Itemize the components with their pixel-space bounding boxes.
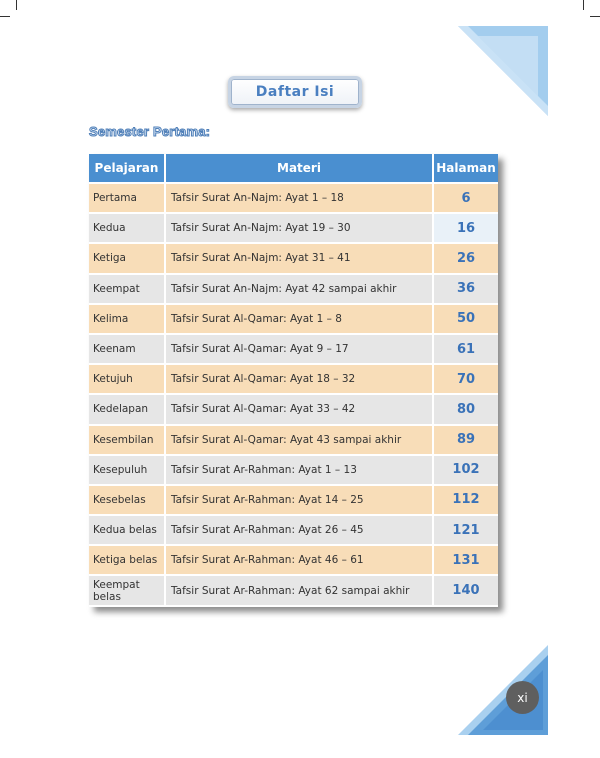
header-lesson: Pelajaran bbox=[94, 161, 159, 175]
table-row bbox=[89, 335, 498, 365]
lesson-cell: Kelima bbox=[93, 312, 129, 325]
page-cell: 36 bbox=[432, 275, 498, 303]
page-cell: 50 bbox=[432, 305, 498, 333]
table-row bbox=[89, 395, 498, 425]
lesson-cell: Keenam bbox=[93, 343, 136, 356]
lesson-cell: Kesepuluh bbox=[93, 463, 148, 476]
lesson-cell: Ketiga belas bbox=[93, 554, 158, 567]
page-cell: 70 bbox=[432, 365, 498, 393]
lesson-cell: Ketujuh bbox=[93, 373, 133, 386]
page-cell: 121 bbox=[432, 516, 498, 544]
lesson-cell: Kedua bbox=[93, 222, 126, 235]
table-row bbox=[89, 244, 498, 274]
page-cell: 89 bbox=[432, 426, 498, 454]
topic-cell: Tafsir Surat Al-Qamar: Ayat 18 – 32 bbox=[164, 365, 432, 393]
topic-cell: Tafsir Surat Ar-Rahman: Ayat 26 – 45 bbox=[164, 516, 432, 544]
table-row bbox=[89, 305, 498, 335]
topic-cell: Tafsir Surat Al-Qamar: Ayat 33 – 42 bbox=[164, 395, 432, 423]
corner-decoration-top-right bbox=[458, 26, 548, 116]
lesson-cell: Pertama bbox=[93, 192, 137, 205]
table-row bbox=[89, 546, 498, 576]
crop-mark-top-left-v bbox=[16, 0, 17, 10]
topic-cell: Tafsir Surat Al-Qamar: Ayat 43 sampai akhir bbox=[164, 426, 432, 454]
page-cell: 6 bbox=[432, 184, 498, 212]
crop-mark-top-right-v bbox=[583, 0, 584, 10]
title-box bbox=[228, 76, 362, 108]
section-title: Semester Pertama: bbox=[89, 124, 211, 139]
topic-cell: Tafsir Surat An-Najm: Ayat 42 sampai akhir bbox=[164, 275, 432, 303]
table-row bbox=[89, 184, 498, 214]
topic-cell: Tafsir Surat Ar-Rahman: Ayat 14 – 25 bbox=[164, 486, 432, 514]
table-row bbox=[89, 576, 498, 606]
topic-cell: Tafsir Surat Ar-Rahman: Ayat 62 sampai akhir bbox=[164, 576, 432, 604]
lesson-cell: Kesembilan bbox=[93, 433, 154, 446]
lesson-cell: Keempat bbox=[93, 282, 140, 295]
table-row bbox=[89, 426, 498, 456]
table-row bbox=[89, 365, 498, 395]
table-header bbox=[89, 154, 498, 184]
page-title: Daftar Isi bbox=[255, 84, 335, 100]
table-row bbox=[89, 486, 498, 516]
table-row bbox=[89, 456, 498, 486]
topic-cell: Tafsir Surat An-Najm: Ayat 1 – 18 bbox=[164, 184, 432, 212]
header-topic: Materi bbox=[164, 154, 432, 182]
page-cell: 112 bbox=[432, 486, 498, 514]
page-cell: 16 bbox=[432, 214, 498, 242]
crop-mark-top-left-h bbox=[0, 16, 10, 17]
lesson-cell: Kedelapan bbox=[93, 403, 149, 416]
topic-cell: Tafsir Surat Al-Qamar: Ayat 9 – 17 bbox=[164, 335, 432, 363]
lesson-cell: Keempat belas bbox=[93, 578, 140, 603]
page-cell: 131 bbox=[432, 546, 498, 574]
page-cell: 26 bbox=[432, 244, 498, 272]
page-cell: 102 bbox=[432, 456, 498, 484]
topic-cell: Tafsir Surat Al-Qamar: Ayat 1 – 8 bbox=[164, 305, 432, 333]
lesson-cell: Ketiga bbox=[93, 252, 126, 265]
topic-cell: Tafsir Surat Ar-Rahman: Ayat 1 – 13 bbox=[164, 456, 432, 484]
table-row bbox=[89, 214, 498, 244]
lesson-cell: Kesebelas bbox=[93, 493, 146, 506]
page-cell: 80 bbox=[432, 395, 498, 423]
topic-cell: Tafsir Surat An-Najm: Ayat 31 – 41 bbox=[164, 244, 432, 272]
contents-table bbox=[89, 154, 498, 607]
topic-cell: Tafsir Surat An-Najm: Ayat 19 – 30 bbox=[164, 214, 432, 242]
table-row bbox=[89, 275, 498, 305]
table-row bbox=[89, 516, 498, 546]
page-cell: 140 bbox=[432, 576, 498, 604]
header-page: Halaman bbox=[432, 154, 498, 182]
topic-cell: Tafsir Surat Ar-Rahman: Ayat 46 – 61 bbox=[164, 546, 432, 574]
page-cell: 61 bbox=[432, 335, 498, 363]
crop-mark-top-right-h bbox=[590, 16, 600, 17]
page-number-badge: xi bbox=[506, 681, 539, 714]
lesson-cell: Kedua belas bbox=[93, 524, 157, 537]
